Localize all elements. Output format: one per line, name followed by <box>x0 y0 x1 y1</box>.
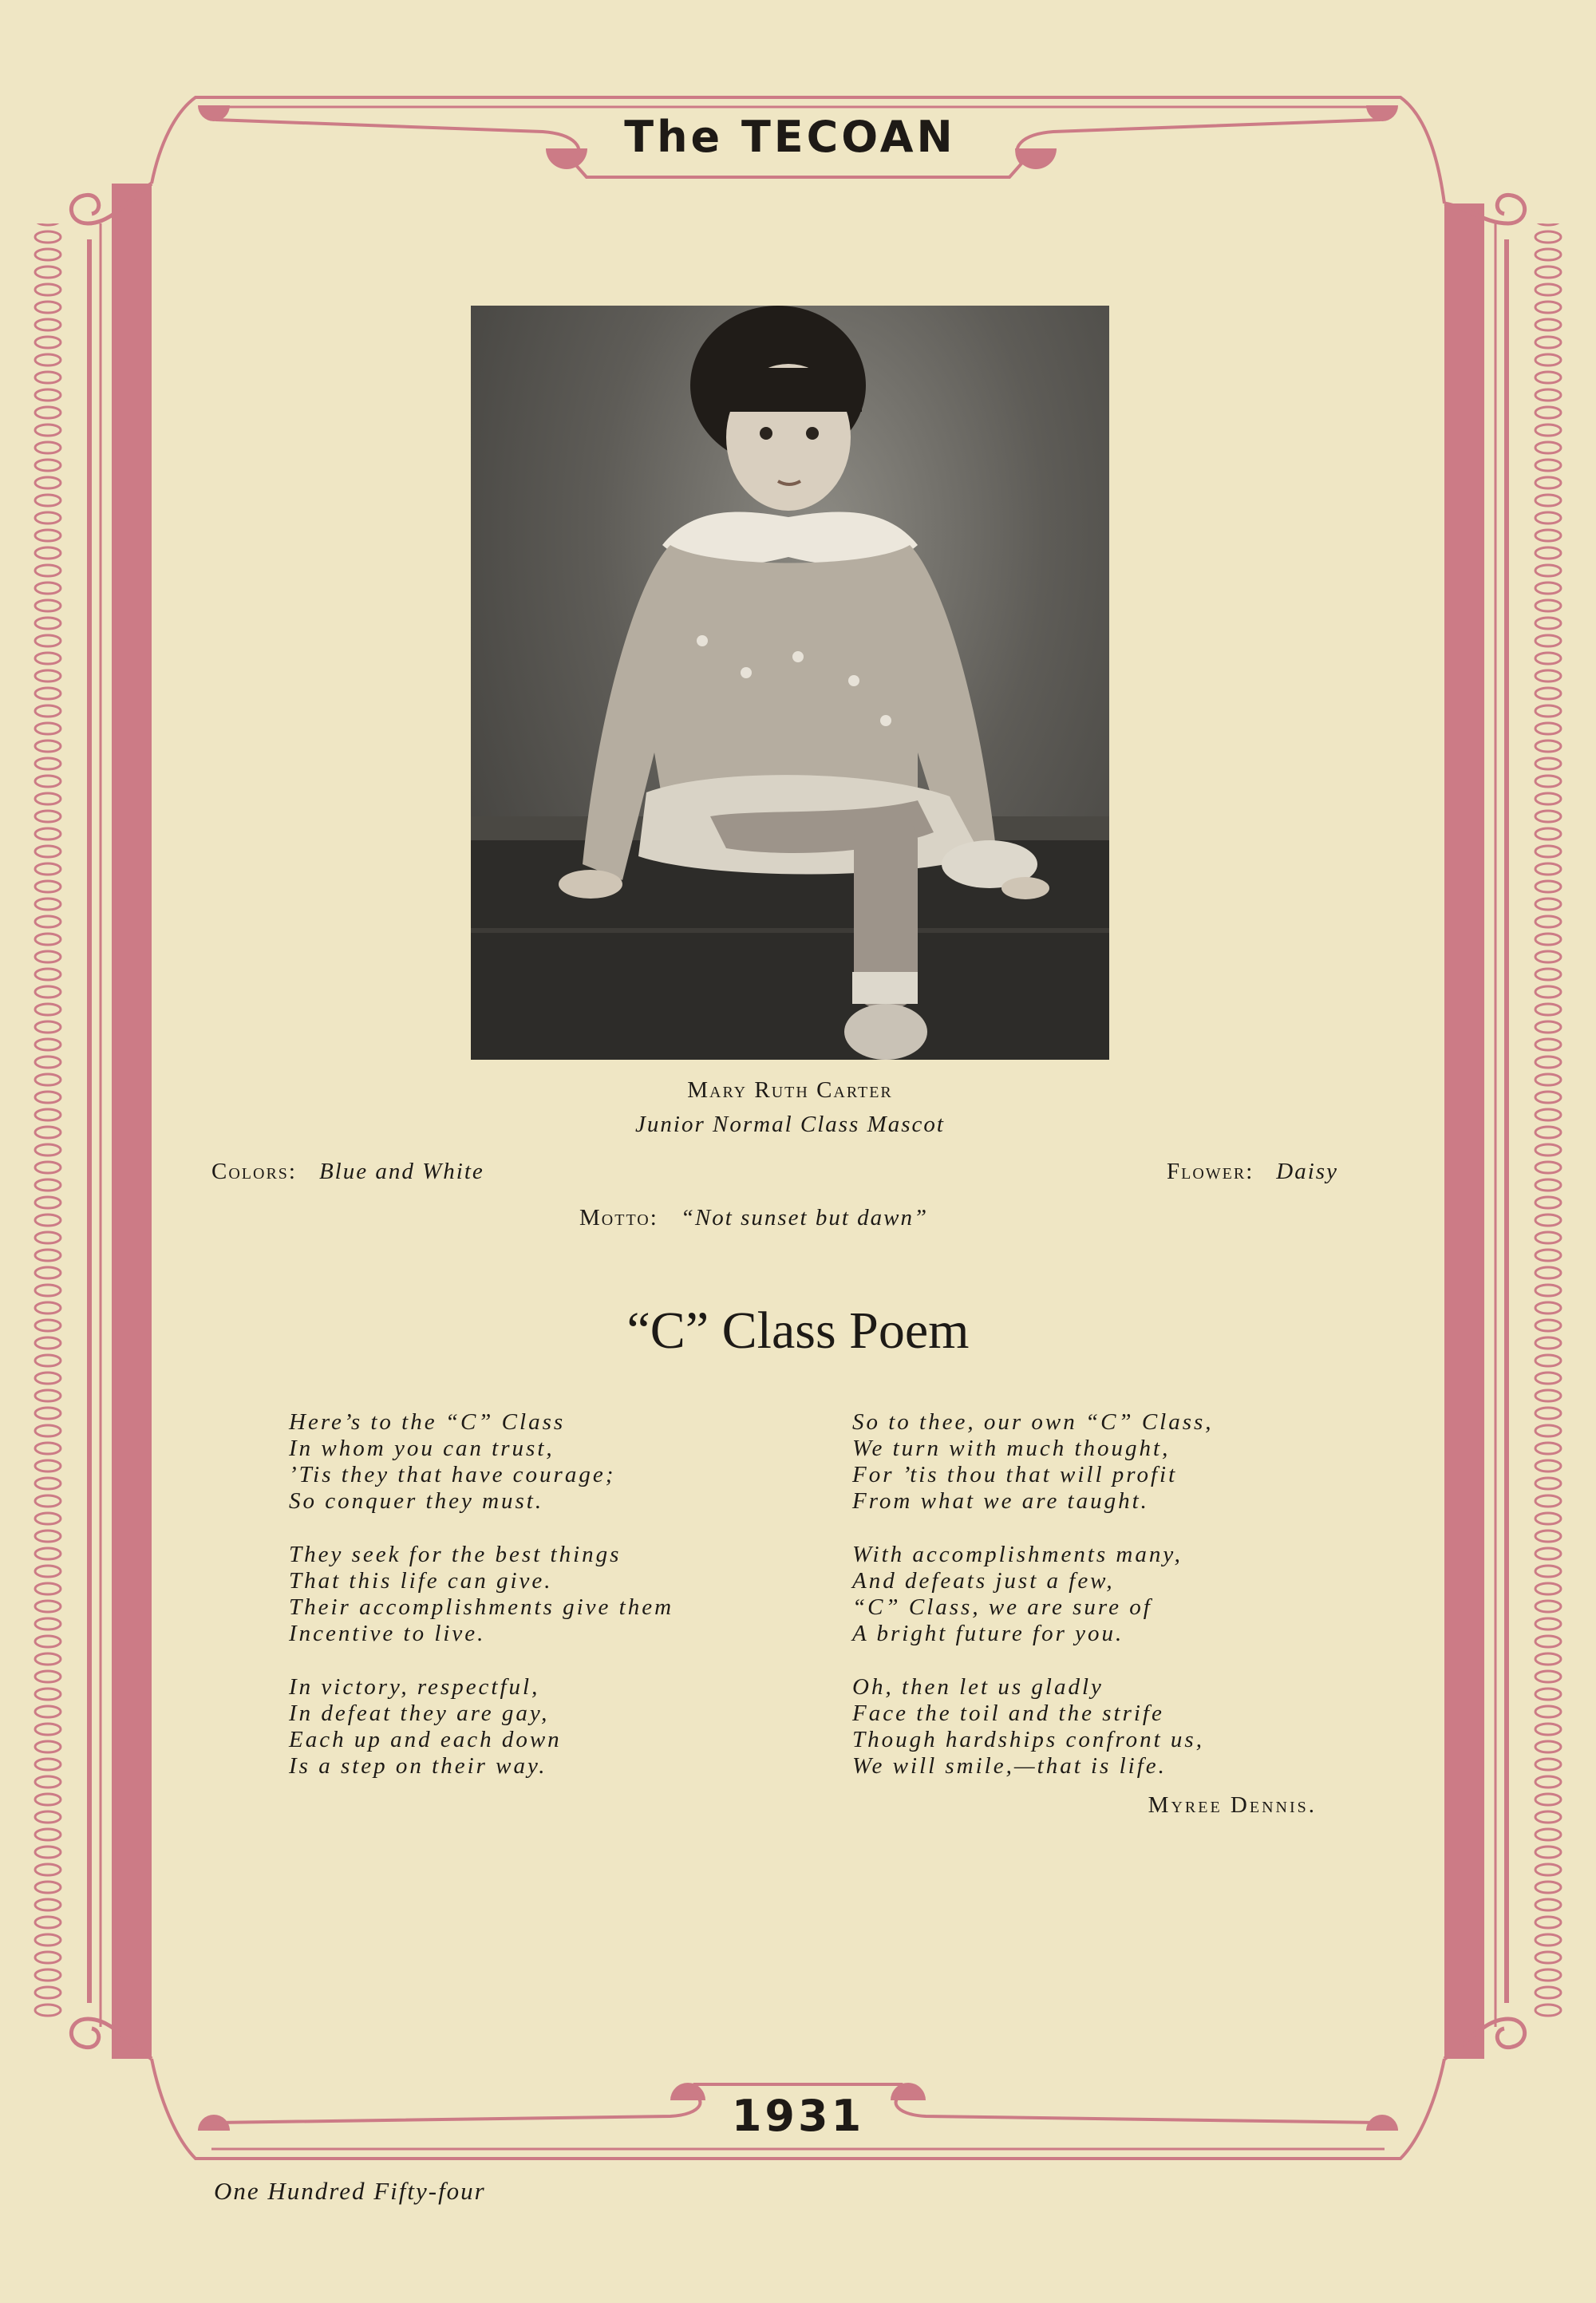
yearbook-year: 1931 <box>731 2091 865 2141</box>
poem-line: A bright future for you. <box>852 1621 1124 1646</box>
mascot-photo <box>471 306 1109 1060</box>
left-loop-chain <box>34 223 65 2019</box>
poem-line: Each up and each down <box>289 1727 562 1752</box>
right-border-bar <box>1444 203 1484 2059</box>
poem-stanza-right-3 <box>852 1674 1204 1780</box>
yearbook-title: The TECOAN <box>624 112 956 162</box>
poem-line: From what we are taught. <box>852 1488 1149 1514</box>
poem-line: So conquer they must. <box>289 1488 544 1514</box>
class-flower <box>1167 1159 1338 1185</box>
poem-line: So to thee, our own “C” Class, <box>852 1409 1214 1435</box>
colors-value: Blue and White <box>318 1159 484 1184</box>
poem-line: Incentive to live. <box>289 1621 486 1646</box>
poem-line: Oh, then let us gladly <box>852 1674 1104 1700</box>
poem-line: In whom you can trust, <box>289 1436 555 1461</box>
mascot-name: Mary Ruth Carter <box>687 1077 893 1103</box>
poem-line: They seek for the best things <box>289 1542 622 1567</box>
poem-stanza-right-2 <box>852 1542 1183 1647</box>
poem-line: We will smile,—that is life. <box>852 1753 1167 1779</box>
motto-label: Motto: <box>579 1205 658 1231</box>
poem-line: That this life can give. <box>289 1568 553 1594</box>
poem-stanza-left-1 <box>289 1409 615 1515</box>
poem-line: Though hardships confront us, <box>852 1727 1204 1752</box>
poem-line: And defeats just a few, <box>852 1568 1115 1594</box>
class-colors <box>211 1159 484 1185</box>
poem-stanza-left-3 <box>289 1674 562 1780</box>
poem-title: “C” Class Poem <box>626 1302 970 1360</box>
poem-line: We turn with much thought, <box>852 1436 1171 1461</box>
flower-label: Flower: <box>1167 1159 1254 1184</box>
poem-line: “C” Class, we are sure of <box>852 1594 1152 1620</box>
poem-line: Here’s to the “C” Class <box>289 1409 566 1435</box>
page-number: One Hundred Fifty-four <box>214 2177 486 2205</box>
poem-line: In defeat they are gay, <box>289 1701 550 1726</box>
left-border-bar <box>112 184 152 2059</box>
poem-line: Face the toil and the strife <box>852 1701 1164 1726</box>
poem-line: Is a step on their way. <box>289 1753 547 1779</box>
mascot-role: Junior Normal Class Mascot <box>635 1112 945 1137</box>
poem-line: In victory, respectful, <box>289 1674 540 1700</box>
right-loop-chain <box>1531 223 1562 2019</box>
poem-stanza-right-1 <box>852 1409 1214 1515</box>
poem-line: For ’tis thou that will profit <box>852 1462 1178 1487</box>
motto-value: “Not sunset but dawn” <box>680 1205 929 1231</box>
poem-line: Their accomplishments give them <box>289 1594 674 1620</box>
poem-line: ’Tis they that have courage; <box>289 1462 616 1487</box>
poem-author: Myree Dennis. <box>1148 1792 1317 1818</box>
poem-line: With accomplishments many, <box>852 1542 1183 1567</box>
poem-stanza-left-2 <box>289 1542 674 1647</box>
class-motto <box>579 1205 928 1231</box>
child-portrait-illustration <box>471 306 1109 1060</box>
colors-label: Colors: <box>211 1159 297 1184</box>
flower-value: Daisy <box>1276 1159 1338 1184</box>
